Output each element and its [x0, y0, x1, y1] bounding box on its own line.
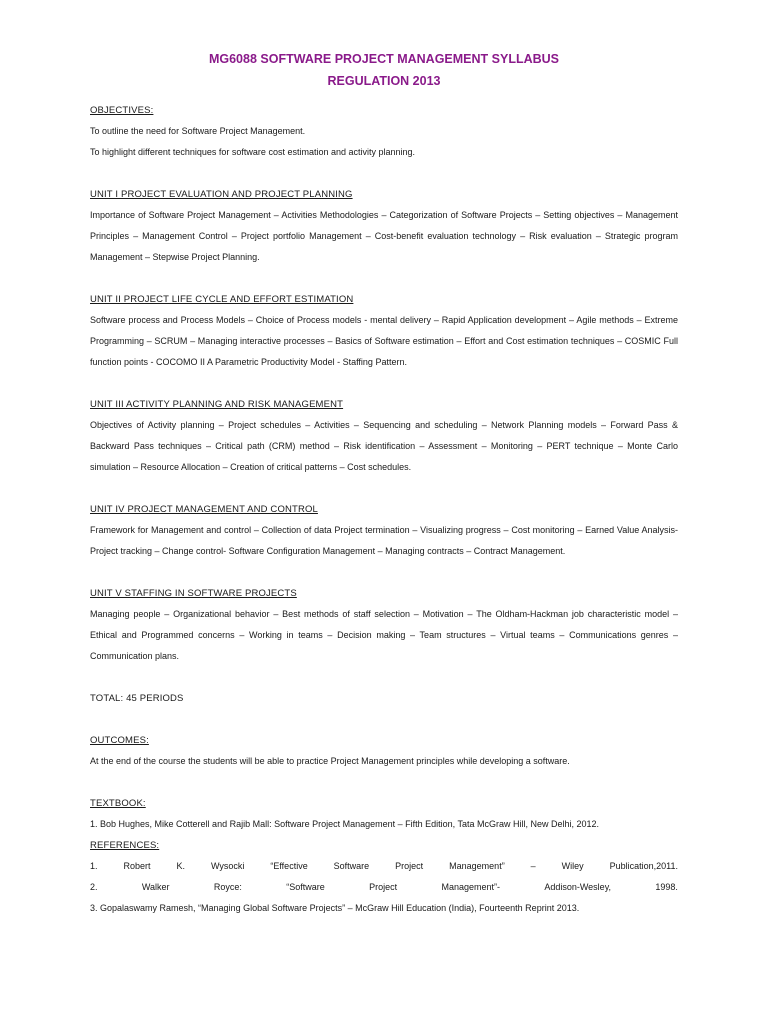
reference-item-3: 3. Gopalaswamy Ramesh, “Managing Global Software Projects” – McGraw Hill Education (India), Fourteenth Reprint 2013. — [90, 903, 580, 913]
unit-2-section — [90, 289, 678, 373]
document-title: MG6088 SOFTWARE PROJECT MANAGEMENT SYLLABUS — [208, 52, 560, 66]
objective-item: To highlight different techniques for software cost estimation and activity planning. — [90, 147, 416, 157]
document-subtitle: REGULATION 2013 — [327, 74, 441, 88]
unit-5-heading: UNIT V STAFFING IN SOFTWARE PROJECTS — [90, 588, 297, 599]
unit-1-body: Importance of Software Project Management – Activities Methodologies – Categorization of Software Projects – Setting objectives – Management Principles – Management Control – Project portfolio Management – Cost-benefit evaluation technology – Risk evaluation – Strategic program Management – Stepwise Project Planning. — [90, 210, 678, 262]
unit-4-section — [90, 499, 678, 562]
unit-5-body: Managing people – Organizational behavior – Best methods of staff selection – Motivation – The Oldham-Hackman job characteristic model – Ethical and Programmed concerns – Working in teams – Decision making – Team structures – Virtual teams – Communications genres – Communication plans. — [90, 609, 678, 661]
references-heading: REFERENCES: — [90, 840, 160, 851]
syllabus-document — [90, 48, 678, 919]
unit-4-body: Framework for Management and control – Collection of data Project termination – Visualizing progress – Cost monitoring – Earned Value Analysis- Project tracking – Change control- Software Configuration Management – Managing contracts – Contract Management. — [90, 525, 678, 556]
textbook-item: 1. Bob Hughes, Mike Cotterell and Rajib Mall: Software Project Management – Fifth Edition, Tata McGraw Hill, New Delhi, 2012. — [90, 819, 600, 829]
unit-5-section — [90, 583, 678, 667]
unit-3-heading: UNIT III ACTIVITY PLANNING AND RISK MANAGEMENT — [90, 399, 344, 410]
objectives-heading: OBJECTIVES: — [90, 105, 154, 116]
unit-3-body: Objectives of Activity planning – Project schedules – Activities – Sequencing and scheduling – Network Planning models – Forward Pass & Backward Pass techniques – Critical path (CRM) method – Risk identification – Assessment – Monitoring – PERT technique – Monte Carlo simulation – Resource Allocation – Creation of critical patterns – Cost schedules. — [90, 420, 678, 472]
outcomes-heading: OUTCOMES: — [90, 735, 149, 746]
outcomes-body: At the end of the course the students will be able to practice Project Management principles while developing a software. — [90, 756, 570, 766]
unit-4-heading: UNIT IV PROJECT MANAGEMENT AND CONTROL — [90, 504, 318, 515]
objectives-section — [90, 100, 678, 163]
document-header — [90, 48, 678, 92]
reference-item-1: 1. Robert K. Wysocki “Effective Software Project Management” – Wiley Publication,2011. — [90, 861, 678, 871]
reference-item-2: 2. Walker Royce: “Software Project Management”- Addison-Wesley, 1998. — [90, 882, 678, 892]
unit-2-body: Software process and Process Models – Choice of Process models - mental delivery – Rapid Application development – Agile methods – Extreme Programming – SCRUM – Managing interactive processes – Basics of Software estimation – Effort and Cost estimation techniques – COSMIC Full function points - COCOMO II A Parametric Productivity Model - Staffing Pattern. — [90, 315, 678, 367]
textbook-section — [90, 793, 678, 835]
references-section — [90, 835, 678, 919]
unit-3-section — [90, 394, 678, 478]
unit-1-section — [90, 184, 678, 268]
outcomes-section — [90, 730, 678, 772]
objective-item: To outline the need for Software Project Management. — [90, 126, 306, 136]
unit-1-heading: UNIT I PROJECT EVALUATION AND PROJECT PLANNING — [90, 189, 353, 200]
total-periods: TOTAL: 45 PERIODS — [90, 693, 184, 704]
textbook-heading: TEXTBOOK: — [90, 798, 146, 809]
unit-2-heading: UNIT II PROJECT LIFE CYCLE AND EFFORT ESTIMATION — [90, 294, 354, 305]
